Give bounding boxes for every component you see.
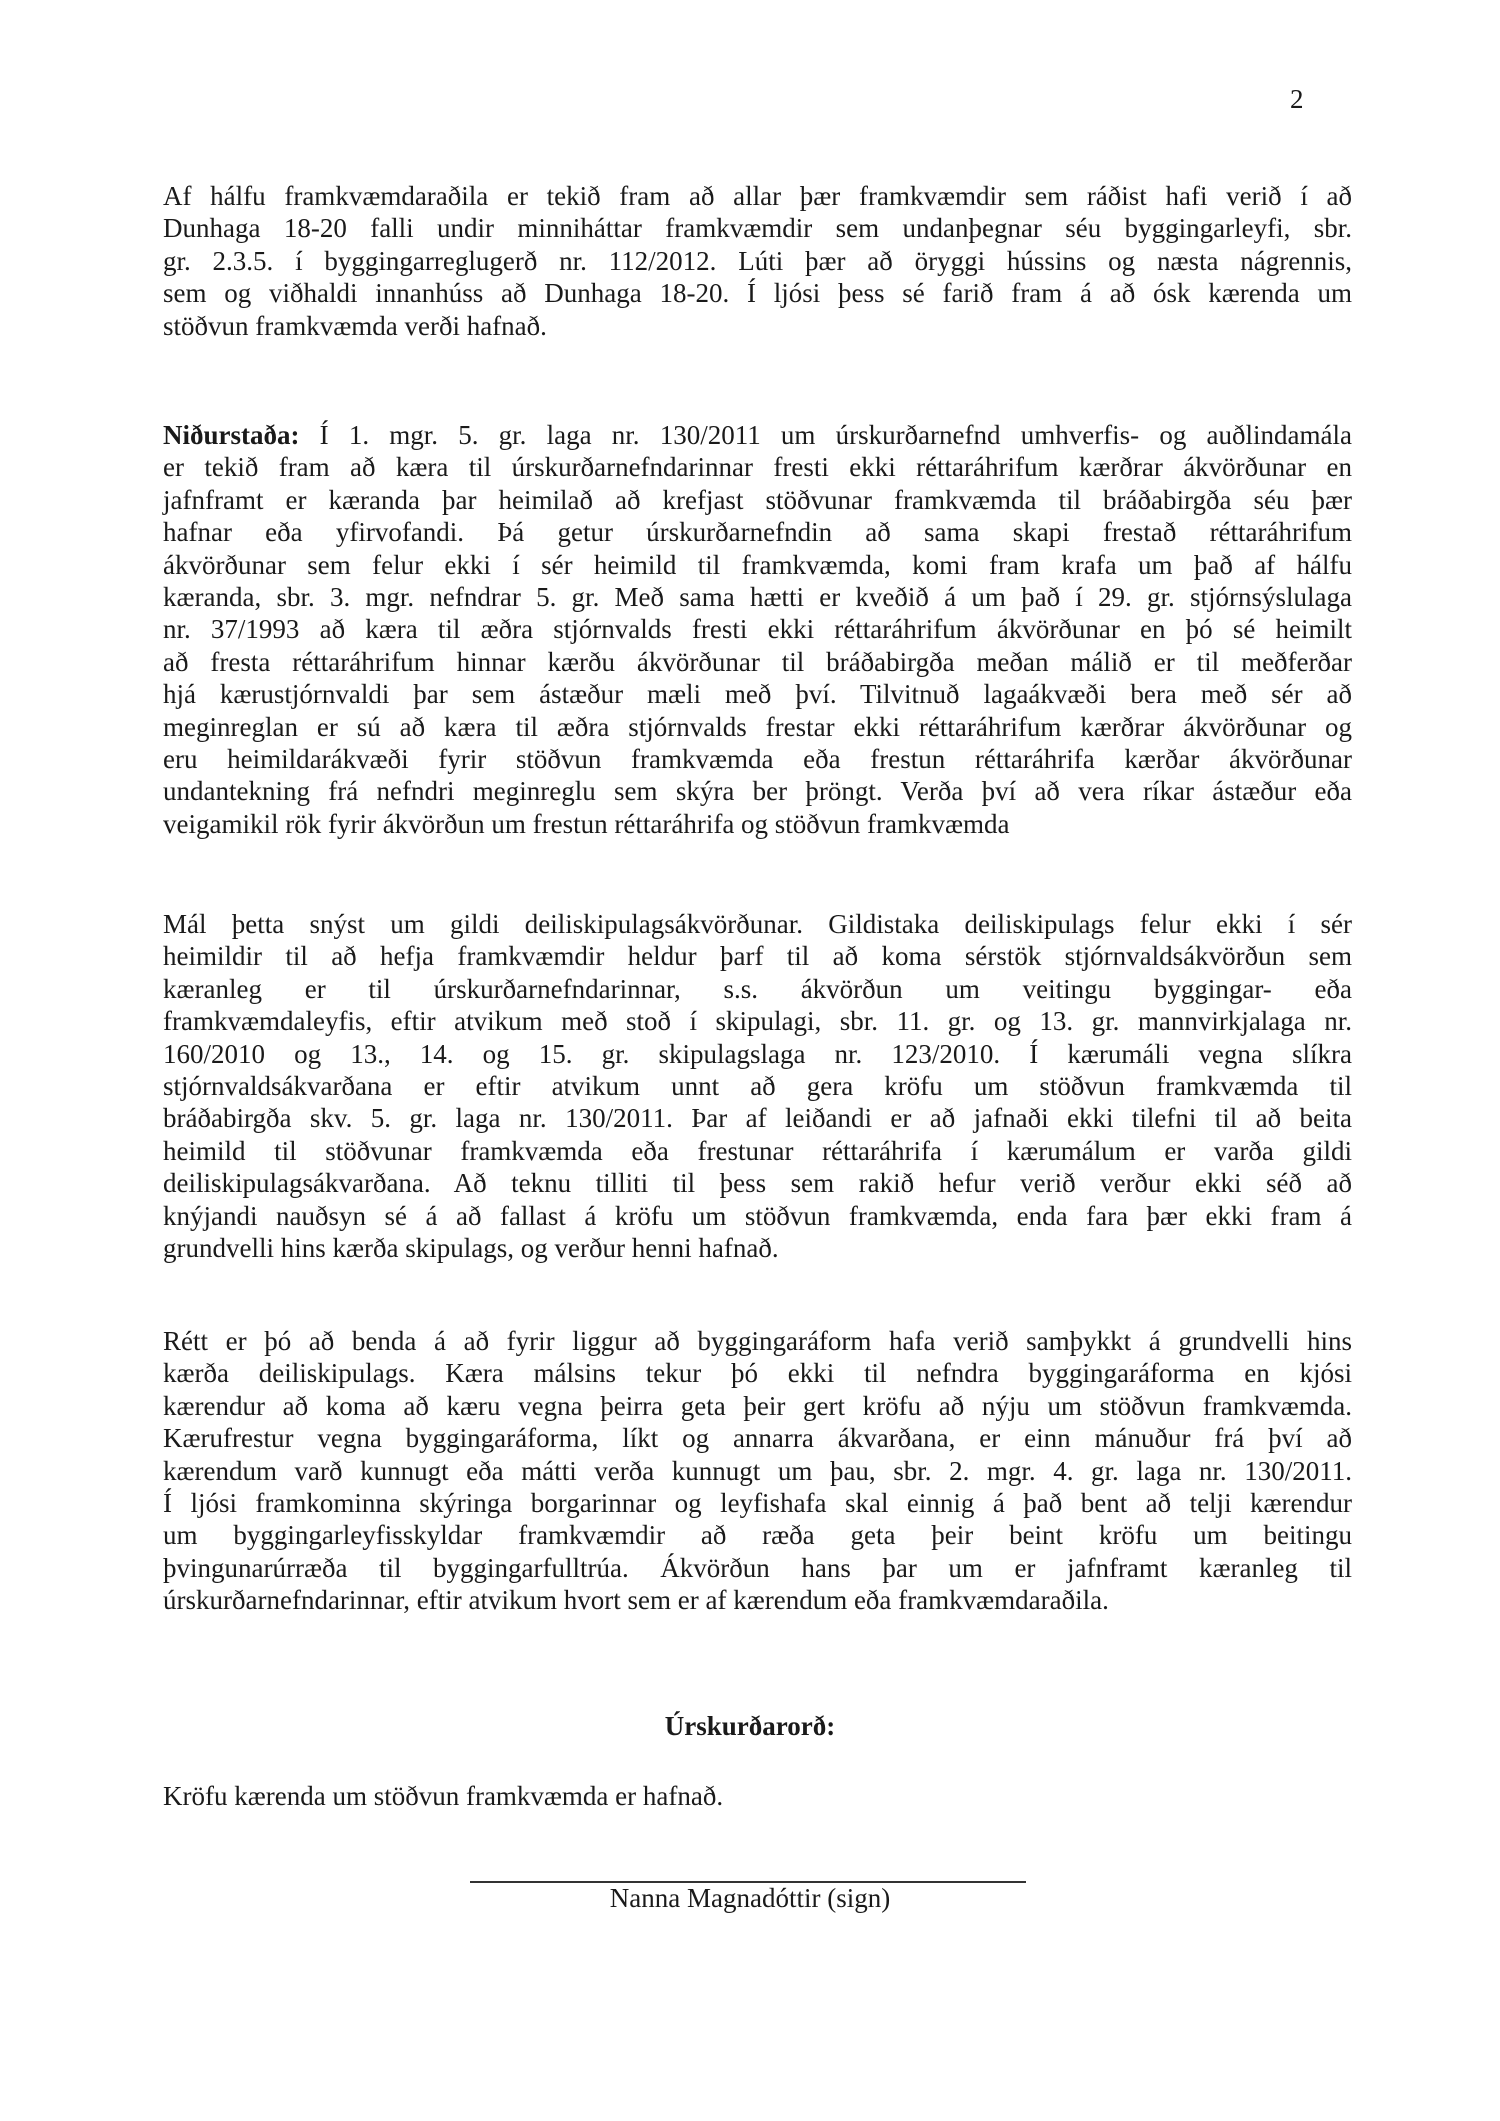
text-line: stöðvun framkvæmda verði hafnað. [163,310,547,341]
text-line: deiliskipulagsákvarðana. Að teknu tilliti til þess sem rakið hefur verið verður ekki séð að [163,1168,1352,1199]
text-line: kærendum varð kunnugt eða mátti verða kunnugt um þau, sbr. 2. mgr. 4. gr. laga nr. 130/2011. [163,1455,1352,1486]
text-line: ákvörðunar sem felur ekki í sér heimild til framkvæmda, komi fram krafa um það af hálfu [163,549,1352,580]
text-line: veigamikil rök fyrir ákvörðun um frestun réttaráhrifa og stöðvun framkvæmda [163,808,1010,839]
text-line [163,419,1352,451]
text-line: heimild til stöðvunar framkvæmda eða frestunar réttaráhrifa í kærumálum er varða gildi [163,1135,1352,1166]
text-line: framkvæmdaleyfis, eftir atvikum með stoð í skipulagi, sbr. 11. gr. og 13. gr. mannvirkjalaga nr. [163,1006,1352,1037]
ruling-heading: Úrskurðarorð: [664,1711,836,1741]
text-line: úrskurðarnefndarinnar, eftir atvikum hvort sem er af kærendum eða framkvæmdaraðila. [163,1585,1109,1616]
text-line: undantekning frá nefndri meginreglu sem skýra ber þröngt. Verða því að vera ríkar ástæður eða [163,776,1352,807]
text-line: kæranda, sbr. 3. mgr. nefndrar 5. gr. Með sama hætti er kveðið á um það í 29. gr. stjórnsýslulaga [163,582,1352,613]
paragraph-developer-position [163,180,1352,342]
paragraph-plan-validity [163,908,1352,1264]
text-line: um byggingarleyfisskyldar framkvæmdir að ræða geta þeir beint kröfu um beitingu [163,1520,1352,1551]
text-line: Í ljósi framkominna skýringa borgarinnar og leyfishafa skal einnig á það bent að telji kærendur [163,1488,1352,1519]
conclusion-label: Niðurstaða: [163,420,300,450]
text-line: kærða deiliskipulags. Kæra málsins tekur þó ekki til nefndra byggingaráforma en kjósi [163,1358,1352,1389]
text-line: grundvelli hins kærða skipulags, og verður henni hafnað. [163,1233,779,1264]
text-line: Mál þetta snýst um gildi deiliskipulagsákvörðunar. Gildistaka deiliskipulags felur ekki í sér [163,909,1352,939]
text-line: 160/2010 og 13., 14. og 15. gr. skipulagslaga nr. 123/2010. Í kærumáli vegna slíkra [163,1038,1352,1069]
text-line: stjórnvaldsákvarðana er eftir atvikum unnt að gera kröfu um stöðvun framkvæmda til [163,1071,1352,1102]
text-line: er tekið fram að kæra til úrskurðarnefndarinnar fresti ekki réttaráhrifum kærðrar ákvörðunar en [163,452,1352,483]
text-line: heimildir til að hefja framkvæmdir heldur þarf til að koma sérstök stjórnvaldsákvörðun sem [163,941,1352,972]
text-line: knýjandi nauðsyn sé á að fallast á kröfu um stöðvun framkvæmda, enda fara þær ekki fram á [163,1200,1352,1231]
text-line: gr. 2.3.5. í byggingarreglugerð nr. 112/2012. Lúti þær að öryggi hússins og næsta nágrennis, [163,245,1352,276]
text-line: Rétt er þó að benda á að fyrir liggur að byggingaráform hafa verið samþykkt á grundvelli hins [163,1326,1352,1356]
text-line: sem og viðhaldi innanhúss að Dunhaga 18-20. Í ljósi þess sé farið fram á að ósk kærenda um [163,278,1352,309]
text-line: kærendur að koma að kæru vegna þeirra geta þeir gert kröfu að nýju um stöðvun framkvæmda. [163,1390,1352,1421]
text-line: eru heimildarákvæði fyrir stöðvun framkvæmda eða frestun réttaráhrifa kærðar ákvörðunar [163,744,1352,775]
text-line: nr. 37/1993 að kæra til æðra stjórnvalds fresti ekki réttaráhrifum ákvörðunar en þó sé heimilt [163,614,1352,645]
paragraph-conclusion [163,419,1352,840]
text-line: Dunhaga 18-20 falli undir minniháttar framkvæmdir sem undanþegnar séu byggingarleyfi, sbr. [163,213,1352,244]
text-line: kæranleg er til úrskurðarnefndarinnar, s.s. ákvörðun um veitingu byggingar- eða [163,973,1352,1004]
text-line: meginreglan er sú að kæra til æðra stjórnvalds frestar ekki réttaráhrifum kærðrar ákvörðunar og [163,711,1352,742]
text-line: hafnar eða yfirvofandi. Þá getur úrskurðarnefndin að sama skapi frestað réttaráhrifum [163,517,1352,548]
text-line: að fresta réttaráhrifum hinnar kærðu ákvörðunar til bráðabirgða meðan málið er til meðferðar [163,646,1352,677]
signature-name: Nanna Magnadóttir (sign) [609,1883,891,1913]
text-line: hjá kærustjórnvaldi þar sem ástæður mæli með því. Tilvitnuð lagaákvæði bera með sér að [163,679,1352,710]
text-run: Í 1. mgr. 5. gr. laga nr. 130/2011 um úrskurðarnefnd umhverfis- og auðlindamála [299,420,1352,450]
paragraph-building-plans [163,1325,1352,1617]
ruling-text: Kröfu kærenda um stöðvun framkvæmda er hafnað. [163,1781,724,1811]
text-line: þvingunarúrræða til byggingarfulltrúa. Ákvörðun hans þar um er jafnframt kæranleg til [163,1552,1352,1583]
text-line: Kærufrestur vegna byggingaráforma, líkt og annarra ákvarðana, er einn mánuður frá því að [163,1423,1352,1454]
text-line: bráðabirgða skv. 5. gr. laga nr. 130/2011. Þar af leiðandi er að jafnaði ekki tilefni til að beita [163,1103,1352,1134]
text-line: jafnframt er kæranda þar heimilað að krefjast stöðvunar framkvæmda til bráðabirgða séu þær [163,484,1352,515]
text-line: Af hálfu framkvæmdaraðila er tekið fram að allar þær framkvæmdir sem ráðist hafi verið í að [163,181,1352,211]
page-number: 2 [1290,84,1304,114]
